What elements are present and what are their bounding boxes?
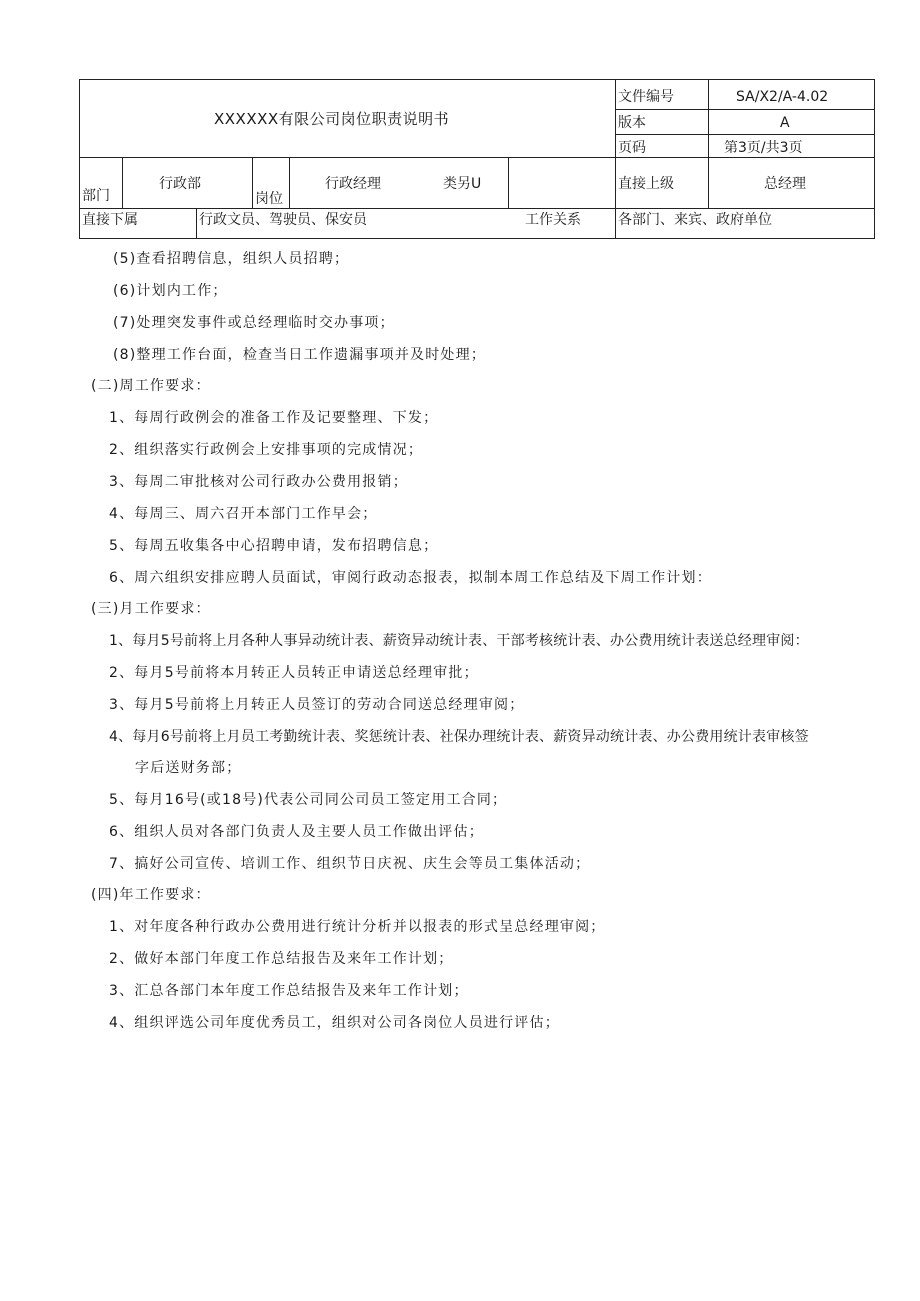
duty-line: 3、每周二审批核对公司行政办公费用报销； — [109, 474, 408, 490]
duty-line: 7、搞好公司宣传、培训工作、组织节日庆祝、庆生会等员工集体活动； — [109, 856, 591, 872]
duty-line: (8)整理工作台面，检查当日工作遗漏事项并及时处理； — [113, 347, 487, 363]
version-label: 版本 — [618, 115, 646, 131]
doc-no-value: SA/X2/A-4.02 — [736, 89, 829, 105]
duty-line: 5、每月16号(或18号)代表公司同公司员工签定用工合同； — [109, 792, 508, 808]
duty-line: 5、每周五收集各中心招聘申请，发布招聘信息； — [109, 538, 439, 554]
document-title: XXXXXX有限公司岗位职责说明书 — [214, 110, 450, 128]
duty-line: 1、每月5号前将上月各种人事异动统计表、薪资异动统计表、干部考核统计表、办公费用统计表送总经理审阅： — [109, 633, 809, 649]
duty-line: 4、每周三、周六召开本部门工作早会； — [109, 506, 378, 522]
duty-line: 4、组织评选公司年度优秀员工，组织对公司各岗位人员进行评估； — [109, 1015, 560, 1031]
subordinate-value: 行政文员、驾驶员、保安员 — [199, 212, 367, 228]
duty-line-continuation: 字后送财务部； — [135, 760, 242, 776]
relation-value: 各部门、来宾、政府单位 — [618, 212, 772, 228]
duty-line: 3、汇总各部门本年度工作总结报告及来年工作计划； — [109, 983, 469, 999]
duty-line: 6、周六组织安排应聘人员面试，审阅行政动态报表，拟制本周工作总结及下周工作计划： — [109, 570, 712, 586]
header-table — [79, 79, 875, 239]
duty-line: 1、对年度各种行政办公费用进行统计分析并以报表的形式呈总经理审阅； — [109, 919, 606, 935]
duty-line: 2、组织落实行政例会上安排事项的完成情况； — [109, 442, 424, 458]
duty-line: (5)查看招聘信息，组织人员招聘； — [113, 251, 350, 267]
section-heading: (二)周工作要求： — [91, 378, 211, 394]
dept-label: 部门 — [82, 188, 110, 204]
superior-value: 总经理 — [764, 176, 806, 192]
relation-label: 工作关系 — [525, 212, 581, 228]
section-heading: (三)月工作要求： — [91, 601, 211, 617]
section-heading: (四)年工作要求： — [91, 887, 211, 903]
post-label: 岗位 — [255, 191, 283, 207]
duty-line: 1、每周行政例会的准备工作及记要整理、下发； — [109, 410, 439, 426]
duty-line: 3、每月5号前将上月转正人员签订的劳动合同送总经理审阅； — [109, 697, 525, 713]
subordinate-label: 直接下属 — [82, 212, 138, 228]
category-label: 类另U — [443, 176, 482, 192]
dept-value: 行政部 — [159, 176, 201, 192]
duty-line: (6)计划内工作； — [113, 283, 228, 299]
version-value: A — [780, 115, 790, 131]
duty-line: 6、组织人员对各部门负责人及主要人员工作做出评估； — [109, 824, 484, 840]
duty-line: 2、做好本部门年度工作总结报告及来年工作计划； — [109, 951, 454, 967]
superior-label: 直接上级 — [618, 176, 674, 192]
duty-line: 2、每月5号前将本月转正人员转正申请送总经理审批； — [109, 665, 479, 681]
page-value: 第3页/共3页 — [724, 140, 803, 156]
doc-no-label: 文件编号 — [618, 89, 674, 105]
page-label: 页码 — [618, 140, 646, 156]
post-value: 行政经理 — [325, 176, 381, 192]
duty-line: (7)处理突发事件或总经理临时交办事项； — [113, 315, 395, 331]
duty-line: 4、每月6号前将上月员工考勤统计表、奖惩统计表、社保办理统计表、薪资异动统计表、办公费用统计表审核签 — [109, 729, 809, 745]
